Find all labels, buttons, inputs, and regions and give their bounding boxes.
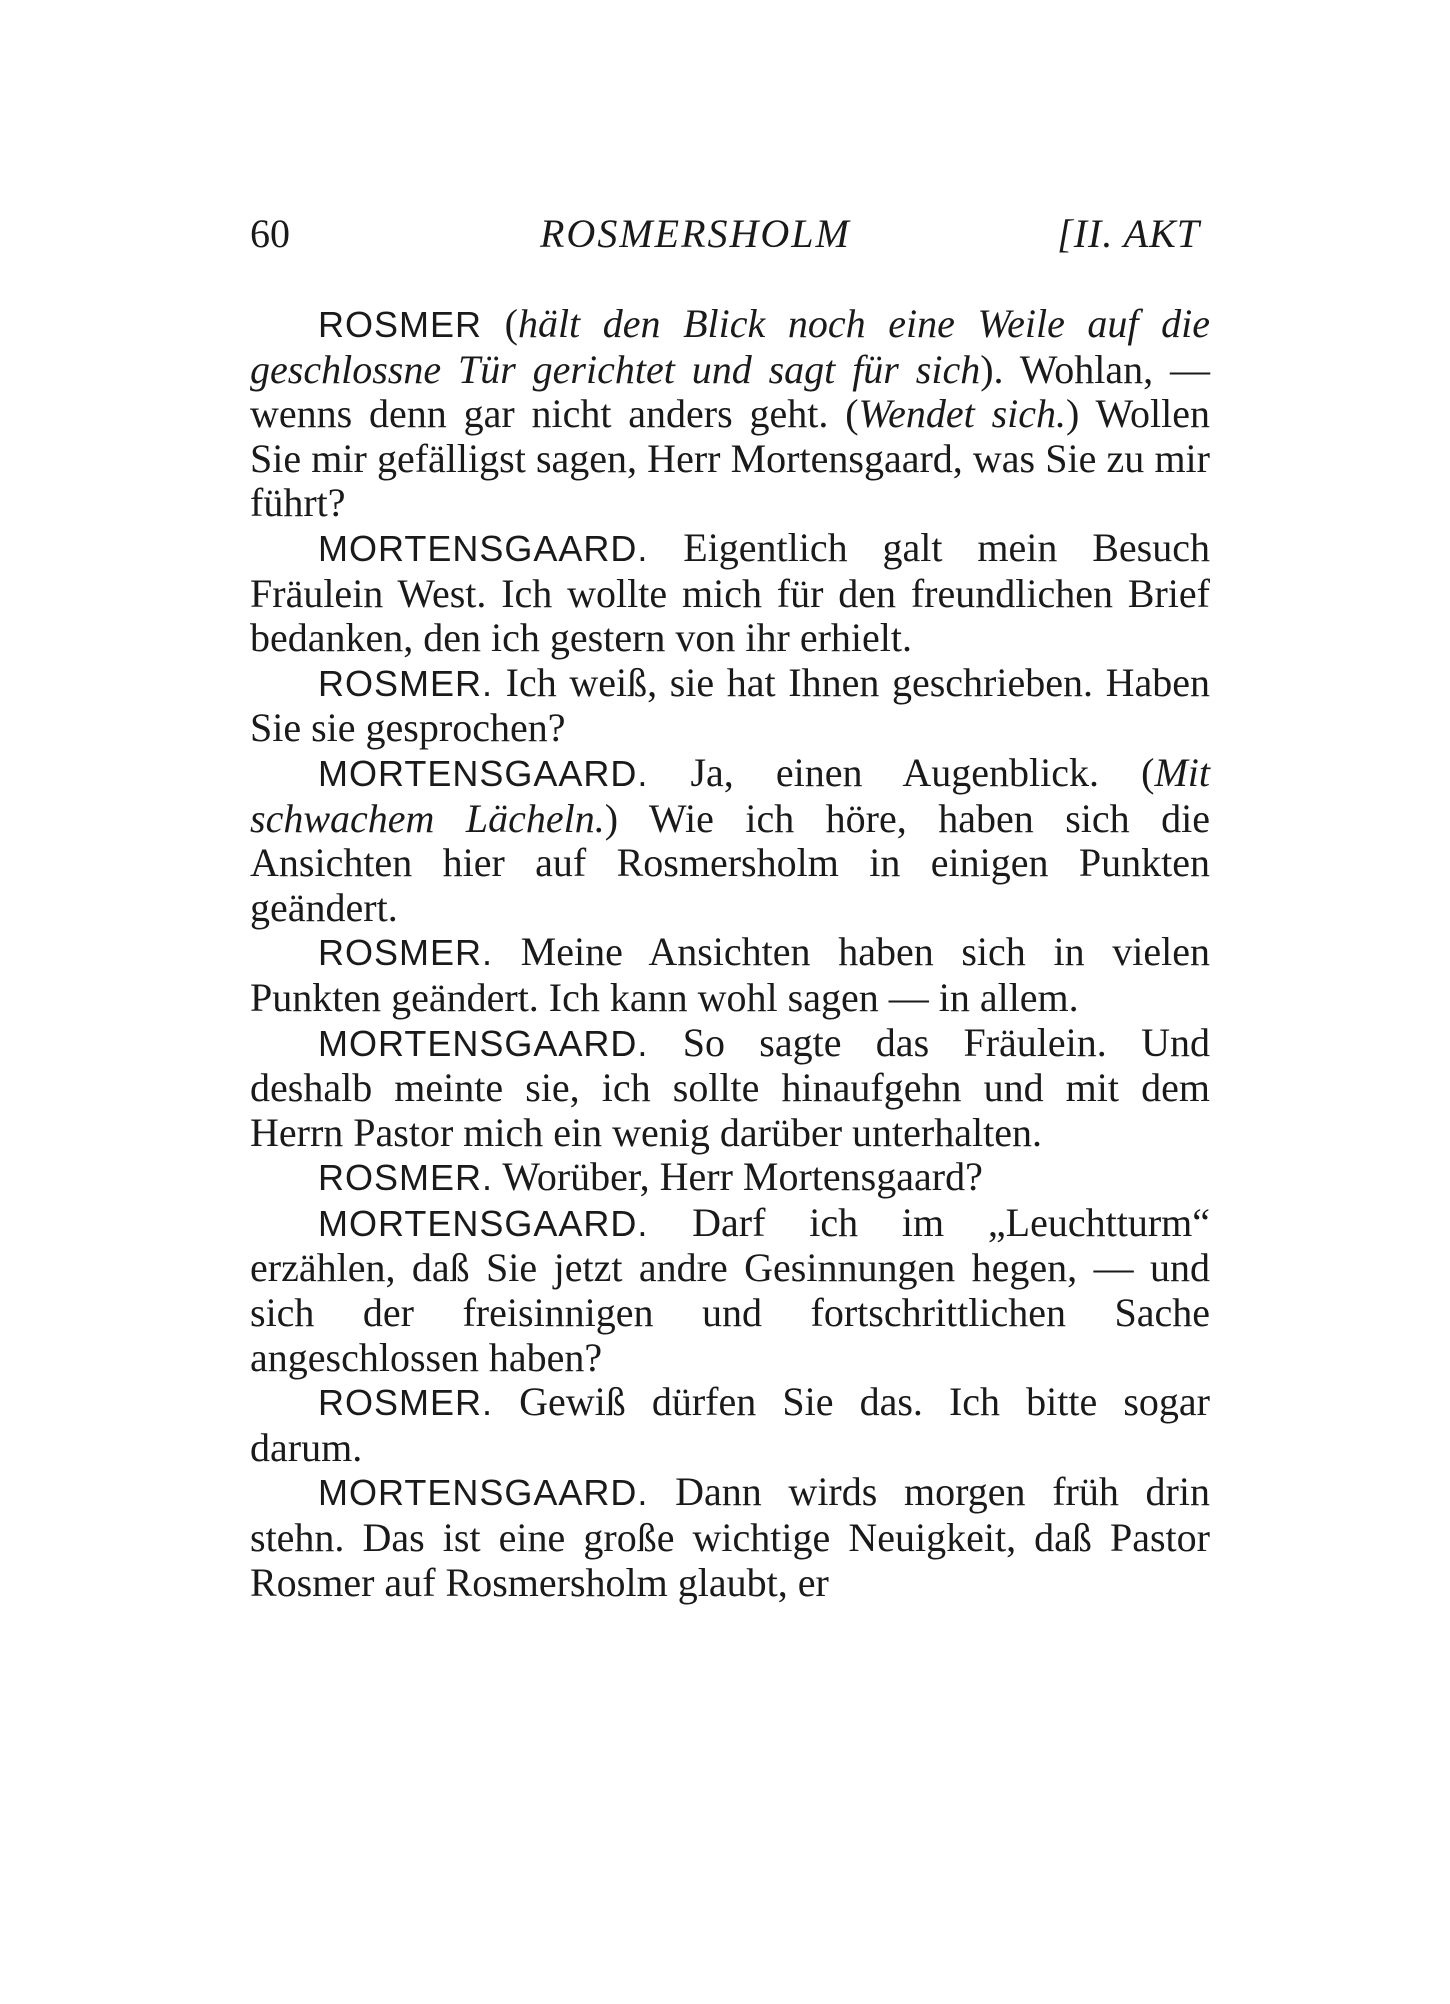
page-number: 60 <box>250 211 290 256</box>
speaker-name: ROSMER. <box>318 1157 494 1199</box>
speaker-name: MORTENSGAARD. <box>318 1022 649 1064</box>
speaker-name: ROSMER. <box>318 932 494 974</box>
dialogue-text: Meine Ansichten haben sich in vielen Punkten geändert. Ich kann wohl sagen — in allem. <box>250 929 1210 1020</box>
dialogue-text: Ja, einen Augenblick. ( <box>648 749 1155 795</box>
act-label: [II. AKT <box>1057 211 1200 256</box>
dialogue-paragraph <box>250 1021 1210 1156</box>
dialogue-text: Eigentlich galt mein Besuch Fräulein West. Ich wollte mich für den freundlichen Brief bedanken, den ich gestern von ihr erhielt. <box>250 524 1210 661</box>
dialogue-text: ) Wie ich höre, haben sich die Ansichten hier auf Rosmersholm in einigen Punkten geändert. <box>250 795 1210 930</box>
speaker-name: MORTENSGAARD. <box>318 1202 649 1244</box>
dialogue-paragraph <box>250 751 1210 930</box>
stage-direction: Wendet sich. <box>858 391 1067 437</box>
dialogue-text: Dann wirds morgen früh drin stehn. Das ist eine große wichtige Neuigkeit, daß Pastor Rosmer auf Rosmersholm glaubt, er <box>250 1469 1210 1605</box>
dialogue-text: So sagte das Fräulein. Und deshalb meinte sie, ich sollte hinaufgehn und mit dem Herrn Pastor mich ein wenig darüber unterhalten. <box>250 1019 1210 1155</box>
running-header <box>250 210 1200 270</box>
stage-direction: Mit schwachem Lächeln. <box>250 749 1210 841</box>
speaker-name: MORTENSGAARD. <box>318 1472 649 1514</box>
dialogue-text: Gewiß dürfen Sie das. Ich bitte sogar darum. <box>250 1379 1210 1470</box>
stage-direction: hält den Blick noch eine Weile auf die geschlossne Tür gerichtet und sagt für sich <box>250 301 1210 392</box>
play-text <box>250 302 1210 1605</box>
dialogue-text: ). Wohlan, — wenns denn gar nicht anders geht. ( <box>250 346 1210 437</box>
dialogue-text: Ich weiß, sie hat Ihnen geschrieben. Haben Sie sie gesprochen? <box>250 659 1210 751</box>
speaker-name: ROSMER. <box>318 662 494 704</box>
dialogue-paragraph <box>250 1380 1210 1470</box>
speaker-name: MORTENSGAARD. <box>318 527 649 569</box>
dialogue-paragraph <box>250 930 1210 1020</box>
dialogue-paragraph <box>250 526 1210 661</box>
dialogue-text: ) Wollen Sie mir gefälligst sagen, Herr Mortensgaard, was Sie zu mir führt? <box>250 391 1210 526</box>
dialogue-paragraph <box>250 1155 1210 1201</box>
running-title: ROSMERSHOLM <box>540 211 851 256</box>
dialogue-text: Darf ich im „Leuchtturm“ erzählen, daß Sie jetzt andre Gesinnungen hegen, — und sich der freisinnigen und fortschrittlichen Sache angeschlossen haben? <box>250 1199 1210 1380</box>
speaker-name: MORTENSGAARD. <box>318 752 649 794</box>
speaker-name: ROSMER. <box>318 1382 494 1424</box>
dialogue-paragraph <box>250 302 1210 526</box>
dialogue-paragraph <box>250 661 1210 751</box>
dialogue-text: ( <box>482 301 518 346</box>
dialogue-paragraph <box>250 1201 1210 1380</box>
speaker-name: ROSMER <box>318 304 483 345</box>
dialogue-paragraph <box>250 1470 1210 1605</box>
dialogue-text: Worüber, Herr Mortensgaard? <box>493 1154 983 1200</box>
